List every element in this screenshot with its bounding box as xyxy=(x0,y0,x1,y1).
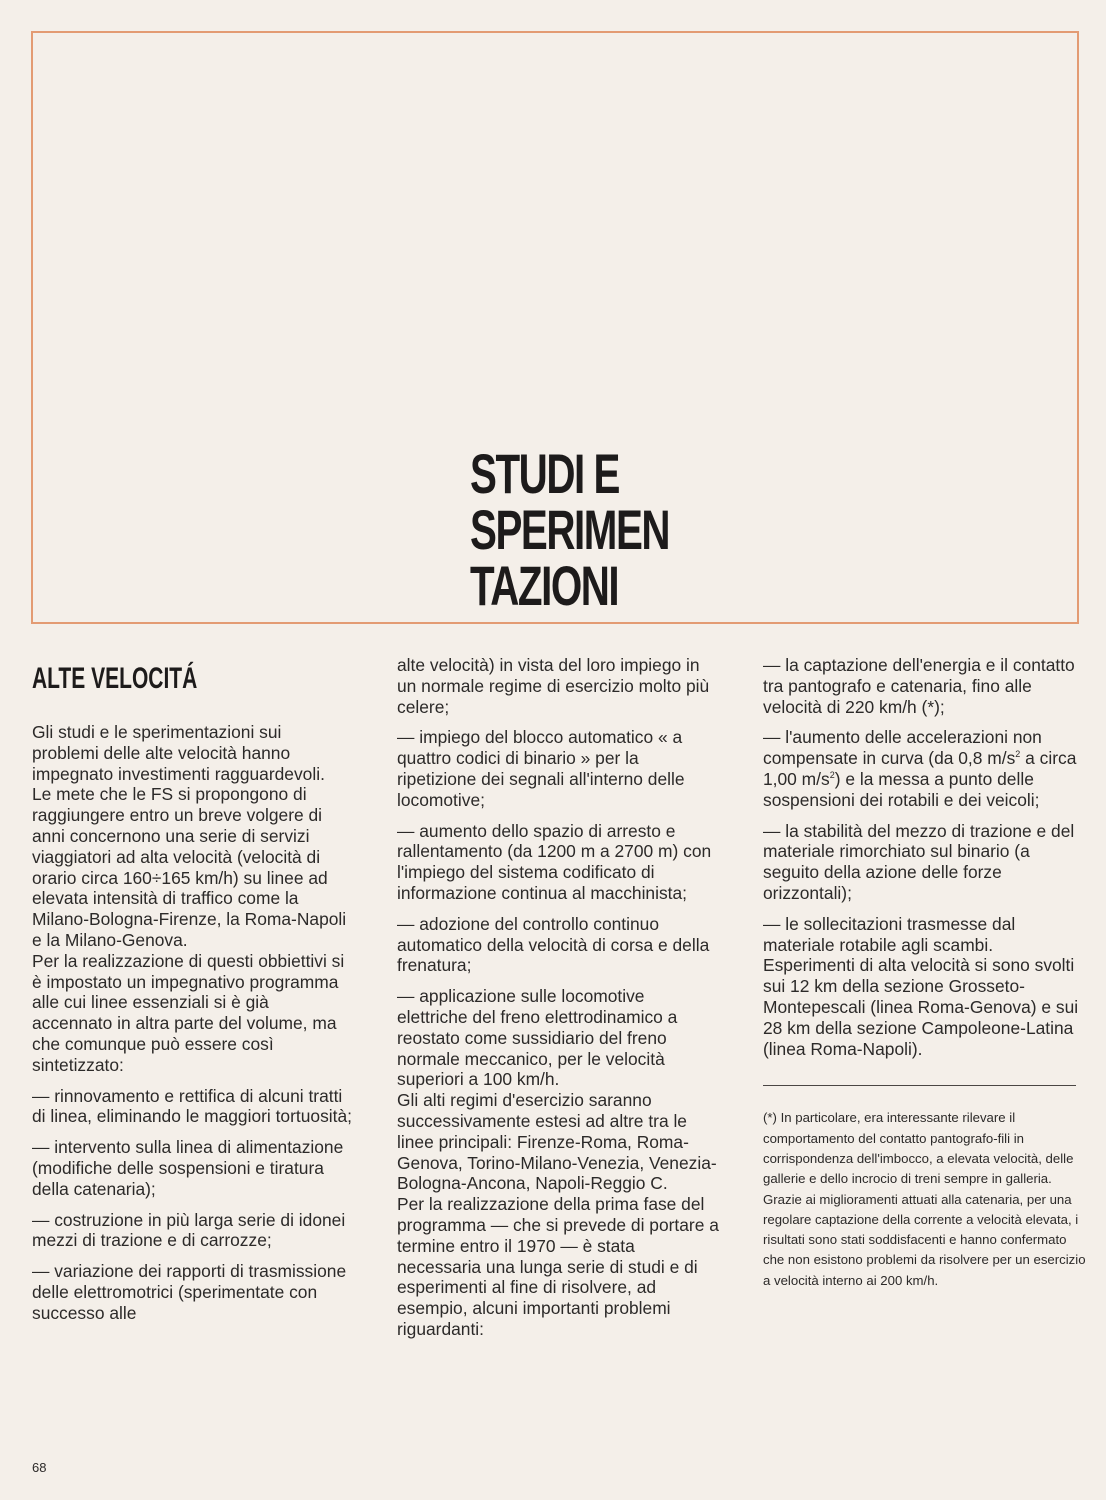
list-item: — intervento sulla linea di alimentazione (modifiche delle sospensioni e tiratura della catenaria); xyxy=(32,1137,344,1199)
footnote: (*) In particolare, era interessante rilevare il comportamento del contatto pantografo-fili in corrispondenza dell'imbocco, a elevata velocità, delle gallerie e dello incrocio di treni sempre in galleria. Grazie ai miglioramenti attuati alla catenaria, per una regolare captazione della corrente a velocità elevata, i risultati sono stati soddisfacenti e hanno confermato che non esistono problemi da risolvere per un esercizio a velocità interno ai 200 km/h. xyxy=(763,1110,1086,1288)
list-item: — variazione dei rapporti di trasmissione delle elettromotrici (sperimentate con successo alle xyxy=(32,1261,347,1323)
paragraph: alte velocità) in vista del loro impiego in un normale regime di esercizio molto più celere; xyxy=(397,655,710,717)
column-2 xyxy=(397,655,719,1350)
list-item: — aumento dello spazio di arresto e rallentamento (da 1200 m a 2700 m) con l'impiego del sistema codificato di informazione continua al macchinista; xyxy=(397,820,712,903)
list-item xyxy=(763,727,1085,810)
column-3 xyxy=(763,655,1085,1291)
paragraph: Gli alti regimi d'esercizio saranno successivamente estesi ad altre tra le linee principali: Firenze-Roma, Roma-Genova, Torino-Milano-Venezia, Venezia-Bologna-Ancona, Napoli-Reggio C. xyxy=(397,1090,717,1194)
title-line-1: STUDI E xyxy=(470,442,619,505)
list-item: — rinnovamento e rettifica di alcuni tratti di linea, eliminando le maggiori tortuosità; xyxy=(32,1085,352,1127)
section-heading: ALTE VELOCITÁ xyxy=(32,662,198,695)
paragraph: Gli studi e le sperimentazioni sui problemi delle alte velocità hanno impegnato investimenti ragguardevoli. xyxy=(32,722,325,784)
page-number: 68 xyxy=(32,1460,47,1475)
list-item: — le sollecitazioni trasmesse dal materiale rotabile agli scambi. xyxy=(763,913,1016,955)
column-1 xyxy=(32,655,352,1334)
paragraph: Esperimenti di alta velocità si sono svolti sui 12 km della sezione Grosseto-Montepescali (linea Roma-Genova) e sui 28 km della sezione Campoleone-Latina (linea Roma-Napoli). xyxy=(763,955,1079,1059)
text-run: a circa 1,00 m/s xyxy=(763,748,1077,789)
text-run: ) e la messa a punto delle sospensioni dei rotabili e dei veicoli; xyxy=(763,768,1040,810)
title-line-3: TAZIONI xyxy=(470,554,619,617)
list-item: — la stabilità del mezzo di trazione e del materiale rimorchiato sul binario (a seguito della azione delle forze orizzontali); xyxy=(763,820,1075,903)
list-item: — la captazione dell'energia e il contatto tra pantografo e catenaria, fino alle velocità di 220 km/h (*); xyxy=(763,655,1075,717)
title-line-2: SPERIMEN xyxy=(470,498,670,561)
list-item: — adozione del controllo continuo automatico della velocità di corsa e della frenatura; xyxy=(397,913,710,976)
text-run: — l'aumento delle accelerazioni non compensate in curva (da 0,8 m/s xyxy=(763,727,1042,769)
page-title xyxy=(470,442,670,617)
list-item: — applicazione sulle locomotive elettriche del freno elettrodinamico a reostato come sussidiario del freno normale meccanico, per le velocità superiori a 100 km/h. xyxy=(397,986,678,1090)
superscript: 2 xyxy=(1015,749,1021,760)
paragraph: Per la realizzazione della prima fase del programma — che si prevede di portare a termine entro il 1970 — è stata necessaria una lunga serie di studi e di esperimenti al fine di risolvere, ad esempio, alcuni importanti problemi riguardanti: xyxy=(397,1194,719,1339)
list-item: — impiego del blocco automatico « a quattro codici di binario » per la ripetizione dei segnali all'interno delle locomotive; xyxy=(397,727,685,810)
paragraph: Le mete che le FS si propongono di raggiungere entro un breve volgere di anni concernono una serie di servizi viaggiatori ad alta velocità (velocità di orario circa 160÷165 km/h) su linee ad elevata intensità di traffico come la Milano-Bologna-Firenze, la Roma-Napoli e la Milano-Genova. xyxy=(32,784,347,950)
footnote-divider xyxy=(763,1085,1076,1086)
superscript: 2 xyxy=(829,770,835,781)
paragraph: Per la realizzazione di questi obbiettivi si è impostato un impegnativo programma alle cui linee essenziali si è già accennato in altra parte del volume, ma che comunque può essere così sintetizzato: xyxy=(32,950,345,1075)
list-item: — costruzione in più larga serie di idonei mezzi di trazione e di carrozze; xyxy=(32,1209,346,1251)
